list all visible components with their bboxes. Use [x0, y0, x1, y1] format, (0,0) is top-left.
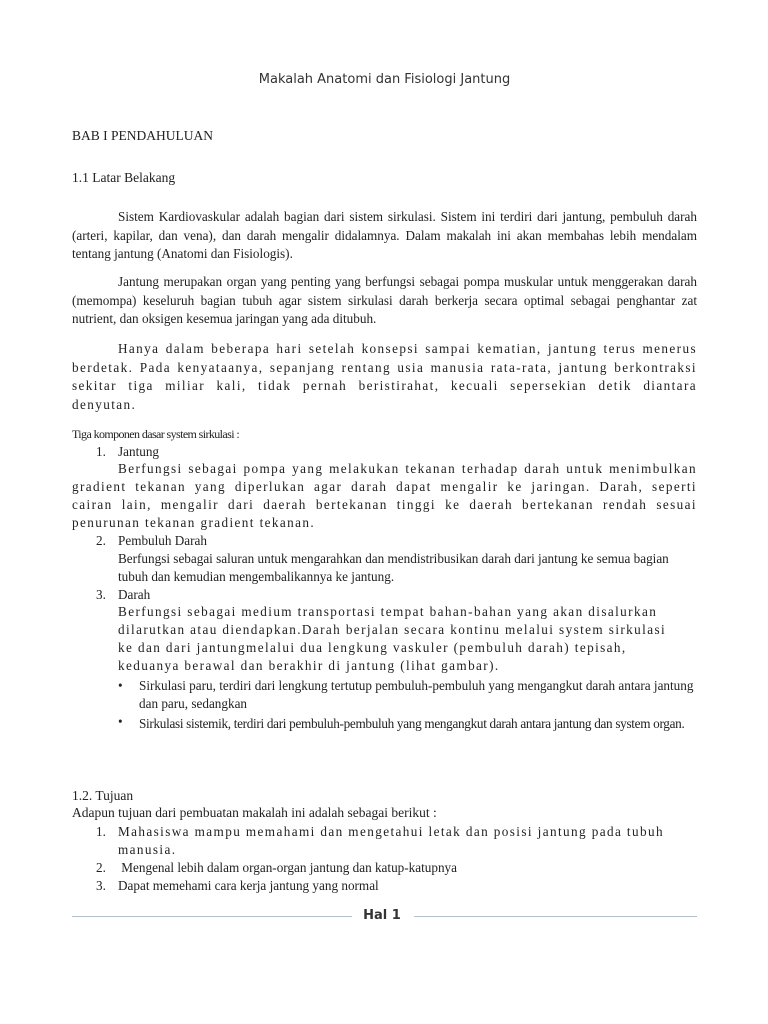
document-title: Makalah Anatomi dan Fisiologi Jantung	[258, 72, 511, 87]
section-heading-1-2: 1.2. Tujuan	[72, 788, 134, 803]
list-number: 2.	[96, 860, 106, 875]
list-number: 3.	[96, 878, 106, 893]
components-intro: Tiga komponen dasar system sirkulasi :	[72, 427, 240, 441]
list-number: 1.	[96, 824, 106, 839]
paragraph-1: Sistem Kardiovaskular adalah bagian dari sistem sirkulasi. Sistem ini terdiri dari jantung, pembuluh darah (arteri, kapilar, dan vena), dan darah mengalir didalamnya. Dalam makalah ini akan membahas lebih mendalam tentang jantung (Anatomi dan Fisiologis).	[72, 209, 697, 261]
component-label: Darah	[118, 587, 151, 602]
component-desc-jantung: Berfungsi sebagai pompa yang melakukan tekanan terhadap darah untuk menimbulkan gradient tekanan yang diperlukan agar darah dapat mengalir ke jaringan. Darah, seperti cairan lain, mengalir dari daerah bertekanan tinggi ke daerah bertekanan rendah sesuai penurunan tekanan gradient tekanan.	[72, 461, 697, 530]
chapter-heading: BAB I PENDAHULUAN	[72, 128, 213, 143]
component-desc-darah: Berfungsi sebagai medium transportasi tempat bahan-bahan yang akan disalurkan dilarutkan atau diendapkan.Darah berjalan secara kontinu melalui system sirkulasi ke dan dari jantungmelalui dua lengkung vaskuler (pembuluh darah) tepisah, keduanya berawal dan berakhir di jantung (lihat gambar).	[118, 604, 667, 673]
page-number: Hal 1	[363, 908, 401, 923]
paragraph-2: Jantung merupakan organ yang penting yang berfungsi sebagai pompa muskular untuk menggerakan darah (memompa) keseluruh bagian tubuh agar sistem sirkulasi darah berkerja secara optimal sebagai penghantar zat nutrient, dan oksigen kesemua jaringan yang ada ditubuh.	[72, 274, 697, 326]
list-number: 3.	[96, 587, 106, 602]
objectives-intro: Adapun tujuan dari pembuatan makalah ini adalah sebagai berikut :	[72, 805, 437, 820]
component-label: Pembuluh Darah	[118, 533, 207, 548]
paragraph-3: Hanya dalam beberapa hari setelah konsepsi sampai kematian, jantung terus menerus berdetak. Pada kenyataanya, sepanjang rentang usia manusia rata-rata, jantung berkontraksi sekitar tiga miliar kali, tidak pernah beristirahat, kecuali sepersekian detik diantara denyutan.	[72, 341, 697, 412]
bullet-icon: •	[118, 678, 123, 693]
footer-divider-left	[72, 916, 352, 917]
component-label: Jantung	[118, 444, 160, 459]
section-heading-1-1: 1.1 Latar Belakang	[72, 170, 176, 185]
list-number: 2.	[96, 533, 106, 548]
bullet-icon: •	[118, 714, 123, 729]
list-number: 1.	[96, 444, 106, 459]
footer-divider-right	[414, 916, 697, 917]
component-desc-pembuluh: Berfungsi sebagai saluran untuk mengarahkan dan mendistribusikan darah dari jantung ke semua bagian tubuh dan kemudian mengembalikannya ke jantung.	[118, 551, 669, 584]
